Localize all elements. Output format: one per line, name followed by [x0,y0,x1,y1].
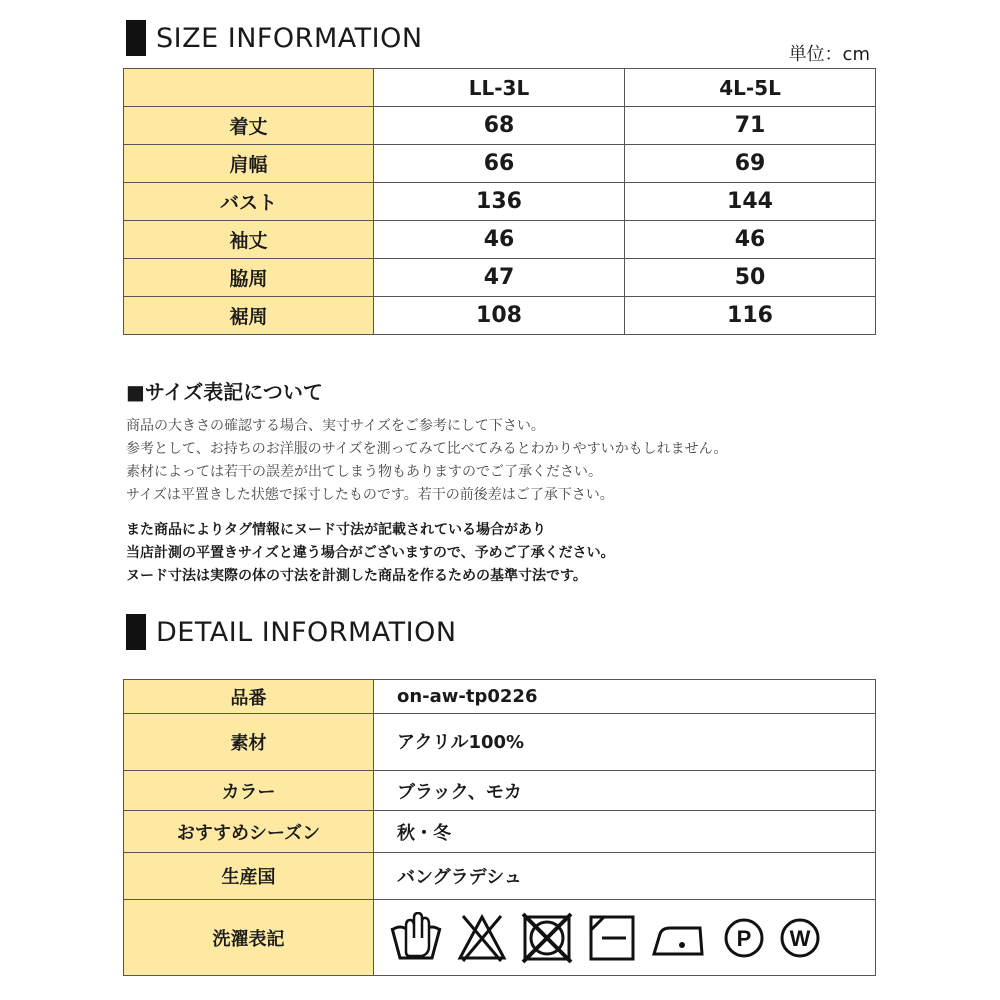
detail-row [124,900,876,976]
detail-value: 秋・冬 [374,811,876,853]
unit-label: 単位：cm [788,44,870,65]
hand-wash-icon [388,912,444,964]
detail-value: ブラック、モカ [374,771,876,811]
size-row-label: 脇周 [124,259,374,297]
size-column-header: LL-3L [374,69,625,107]
dry-clean-p-icon [722,916,766,960]
note-line: 商品の大きさの確認する場合、実寸サイズをご参考にして下さい。 [126,418,545,434]
care-label: 洗濯表記 [124,900,374,976]
detail-table [123,679,876,976]
flat-dry-shade-icon [586,912,638,964]
size-row-label: 着丈 [124,107,374,145]
iron-low-icon [650,912,710,964]
size-value: 69 [625,145,876,183]
size-notes [126,376,886,588]
size-value: 50 [625,259,876,297]
size-row-label: 裾周 [124,297,374,335]
size-row-label: 肩幅 [124,145,374,183]
note-bold-line: 当店計測の平置きサイズと違う場合がございますので、予めご了承ください。 [126,545,615,561]
size-row [124,221,876,259]
care-icons-cell [374,900,876,976]
note-line: サイズは平置きした状態で採寸したものです。若干の前後差はご了承下さい。 [126,487,614,503]
detail-label: 生産国 [124,853,374,900]
size-section-title: SIZE INFORMATION [156,22,423,54]
detail-label: おすすめシーズン [124,811,374,853]
note-line: 素材によっては若干の誤差が出てしまう物もありますのでご了承ください。 [126,464,602,480]
size-value: 68 [374,107,625,145]
size-value: 144 [625,183,876,221]
size-table [123,68,876,335]
size-value: 47 [374,259,625,297]
detail-row [124,771,876,811]
wet-clean-letter: W [789,925,811,951]
no-bleach-icon [456,912,508,964]
size-value: 136 [374,183,625,221]
size-row [124,145,876,183]
size-section-header [126,20,423,56]
size-row [124,259,876,297]
size-value: 108 [374,297,625,335]
detail-label: カラー [124,771,374,811]
no-tumble-dry-icon [520,912,574,964]
size-row-label: バスト [124,183,374,221]
detail-label: 品番 [124,680,374,714]
size-row [124,183,876,221]
size-row-label: 袖丈 [124,221,374,259]
size-corner-cell [124,69,374,107]
note-bold-line: また商品によりタグ情報にヌード寸法が記載されている場合があり [126,522,546,538]
size-row [124,297,876,335]
detail-value: on-aw-tp0226 [374,680,876,714]
detail-label: 素材 [124,714,374,771]
section-bar [126,20,146,56]
wet-clean-w-icon [778,916,822,960]
size-value: 71 [625,107,876,145]
detail-section-title: DETAIL INFORMATION [156,616,457,648]
note-bold-line: ヌード寸法は実際の体の寸法を計測した商品を作るための基準寸法です。 [126,568,587,584]
size-value: 116 [625,297,876,335]
detail-row [124,853,876,900]
section-bar [126,614,146,650]
note-line: 参考として、お持ちのお洋服のサイズを測ってみて比べてみるとわかりやすいかもしれません。 [126,441,728,457]
detail-row [124,714,876,771]
size-row [124,107,876,145]
size-notes-heading: ■サイズ表記について [126,380,323,404]
size-value: 46 [625,221,876,259]
dry-clean-letter: P [736,925,752,951]
detail-value: バングラデシュ [374,853,876,900]
size-value: 66 [374,145,625,183]
detail-section-header [126,614,457,650]
detail-row [124,811,876,853]
detail-value: アクリル100% [374,714,876,771]
size-value: 46 [374,221,625,259]
size-column-header: 4L-5L [625,69,876,107]
size-header-row [124,69,876,107]
detail-row [124,680,876,714]
